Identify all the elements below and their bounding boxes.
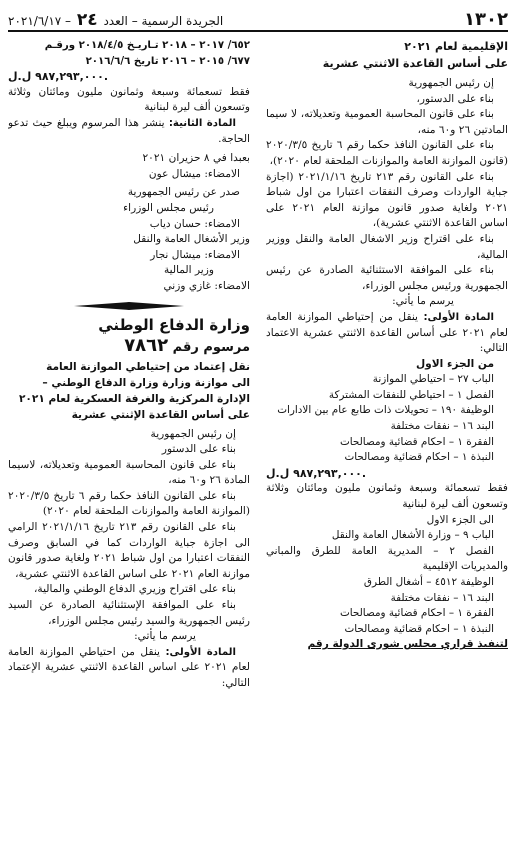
decree-title-line-1: الإقليمية لعام ٢٠٢١ bbox=[404, 40, 508, 53]
intro-line: بناء على قانون المحاسبة العمومية وتعديلاته، لا سيما المادتين ٢٦ و٦٠ منه، bbox=[266, 108, 508, 136]
from-line: النبذة ١ – احكام قضائية ومصالحات bbox=[344, 451, 494, 464]
decree-heading-line: الإدارة المركزية والغرفة العسكرية لعام ٢٠٢١ bbox=[18, 392, 250, 405]
reference-line-1: ٦٥٢/ ٢٠١٧ – ٢٠١٨ تـاريـخ ٢٠١٨/٤/٥ ورقـم bbox=[44, 40, 250, 51]
president-signature: الامضاء: ميشال عون bbox=[148, 167, 240, 180]
page-number: ١٣٠٢ bbox=[464, 9, 508, 30]
pm-title: رئيس مجلس الوزراء bbox=[123, 201, 214, 214]
article-1 bbox=[266, 310, 508, 357]
intro-line: بناء على اقتراح وزير الاشغال العامة والنقل ووزير المالية، bbox=[266, 232, 508, 261]
amount-in-words: فقط تسعمائة وسبعة وثمانون مليون ومائتان وثلاثة وتسعون ألف ليرة لبنانية bbox=[266, 482, 508, 511]
from-line: الفقرة ١ – احكام قضائية ومصالحات bbox=[339, 435, 494, 448]
article-label: المادة الأولى: bbox=[165, 646, 236, 658]
intro-line: إن رئيس الجمهورية bbox=[408, 77, 494, 89]
article-text: ينقل من احتياطي الموازنة العامة لعام ٢٠٢١ على اساس القاعدة الاثنتي عشرية الإعتماد التالي: bbox=[8, 645, 250, 689]
intro-line: بناء على الموافقة الإستثنائية الصادرة عن السيد رئيس الجمهورية والسيد رئيس مجلس الوزراء، bbox=[8, 599, 250, 627]
from-line: الباب ٢٧ – احتياطي الموازنة bbox=[372, 373, 494, 386]
from-line: الفصل ١ – احتياطي للنفقات المشتركة bbox=[328, 388, 494, 401]
reference-line-2: ٦٧٧/ ٢٠١٥ – ٢٠١٦ تاريخ ٢٠١٦/٦/٦ bbox=[85, 55, 250, 67]
pm-signature: الامضاء: حسان دياب bbox=[149, 217, 240, 230]
gazette-name: الجريدة الرسمية – العدد bbox=[103, 14, 224, 28]
intro-line: بناء على الموافقة الاستثنائية الصادرة عن رئيس الجمهورية ورئيس مجلس الوزراء، bbox=[266, 264, 508, 292]
decree-number-line bbox=[8, 335, 250, 359]
to-line: الفصل ٢ – المديرية العامة للطرق والمباني والمديريات الإقليمية bbox=[266, 544, 508, 573]
amount: ٩٨٧,٢٩٣,٠٠٠ ل.ل. bbox=[266, 466, 367, 480]
from-line: البند ١٦ – نفقات مختلفة bbox=[390, 420, 494, 433]
to-line: النبذة ١ – احكام قضائية ومصالحات bbox=[344, 622, 494, 635]
page-columns bbox=[8, 38, 508, 856]
amount-in-words: فقط تسعمائة وسبعة وثمانون مليون ومائتان وثلاثة وتسعون ألف ليرة لبنانية bbox=[8, 85, 250, 114]
intro-line: يرسم ما يأتي: bbox=[392, 295, 454, 308]
finance-minister-title: وزير المالية bbox=[163, 264, 214, 277]
intro-line: بناء على القانون النافذ حكما رقم ٦ تاريخ ٢٠٢٠/٣/٥ (قانون الموازنة العامة والموازنات الملحقة لعام ٢٠٢٠)، bbox=[266, 139, 508, 167]
intro-line: بناء على قانون المحاسبة العمومية وتعديلاته، لاسيما المادة ٢٦ و٦٠ منه، bbox=[8, 458, 250, 487]
finance-minister-signature: الامضاء: غازي وزني bbox=[163, 279, 250, 292]
article-1 bbox=[8, 645, 250, 692]
article-2 bbox=[8, 116, 250, 147]
intro-line: بناء على القانون رقم ٢١٣ تاريخ ٢٠٢١/١/١٦ (اجازة جباية الواردات وصرف النفقات اعتبارا من اول شباط ٢٠٢١ ولغاية صدور قانون موازنة العام ٢٠٢١ على اساس القاعدة الاثنتي عشرية)، bbox=[266, 170, 508, 230]
works-minister-title: وزير الأشغال العامة والنقل bbox=[133, 233, 250, 246]
page-header bbox=[8, 4, 508, 32]
intro-line: يرسم ما يأتي: bbox=[134, 630, 196, 643]
issue-info bbox=[8, 10, 223, 30]
to-line: الباب ٩ – وزارة الأشغال العامة والنقل bbox=[331, 529, 494, 542]
divider-ornament bbox=[74, 302, 184, 310]
left-column bbox=[8, 38, 250, 856]
decree-heading-line: على أساس القاعدة الإثنتي عشرية bbox=[71, 408, 250, 421]
article-label: المادة الأولى: bbox=[423, 311, 494, 323]
intro-line: إن رئيس الجمهورية bbox=[150, 427, 236, 440]
right-column bbox=[266, 38, 508, 856]
to-line: البند ١٦ – نفقات مختلفة bbox=[390, 591, 494, 604]
signed-place-date: بعبدا في ٨ حزيران ٢٠٢١ bbox=[142, 152, 250, 165]
decree-title-line-2: على أساس القاعدة الاثنتي عشرية bbox=[322, 57, 508, 70]
to-part-heading: الى الجزء الاول bbox=[426, 513, 494, 526]
decree-heading-line: الى موازنة وزارة وزارة الدفاع الوطني – bbox=[42, 376, 250, 389]
continuation-line: لتنفيذ قراري مجلس شورى الدولة رقم bbox=[307, 638, 508, 651]
decree-label: مرسوم رقم bbox=[172, 339, 250, 355]
amount: ٩٨٧,٢٩٣,٠٠٠ ل.ل. bbox=[8, 70, 109, 84]
issued-by: صدر عن رئيس الجمهورية bbox=[127, 186, 240, 199]
works-minister-signature: الامضاء: ميشال نجار bbox=[150, 248, 240, 261]
article-text: ينشر هذا المرسوم ويبلغ حيث تدعو الحاجة. bbox=[8, 116, 250, 145]
from-part-heading: من الجزء الاول bbox=[415, 357, 494, 370]
to-line: الوظيفة ٤٥١٢ – أشغال الطرق bbox=[363, 576, 494, 588]
intro-line: بناء على القانون رقم ٢١٣ تاريخ ٢٠٢١/١/١٦ الرامي الى اجازة جباية الواردات كما في السابق وصرف النفقات اعتبارا من اول شباط ٢٠٢١ ولغاية صدور قانون موازنة العام ٢٠٢١ على اساس القاعدة الاثنتي عشرية، bbox=[8, 521, 250, 580]
section-divider bbox=[8, 299, 250, 313]
intro-line: بناء على الدستور bbox=[161, 443, 236, 456]
from-line: الوظيفة ١٩٠ – تحويلات ذات طابع عام بين الادارات bbox=[277, 404, 494, 417]
article-text: ينقل من إحتياطي الموازنة العامة لعام ٢٠٢١ على أساس القاعدة الاثنتي عشرية الاعتماد التالي: bbox=[266, 310, 508, 355]
intro-line: بناء على الدستور، bbox=[416, 92, 494, 105]
issue-number: ٢٤ bbox=[76, 10, 98, 30]
intro-line: بناء على القانون النافذ حكما رقم ٦ تاريخ ٢٠٢٠/٣/٥ (الموازنة العامة والموازنات الملحقة لعام ٢٠٢٠) bbox=[8, 489, 250, 518]
decree-heading-line: نقل إعتماد من إحتياطي الموازنة العامة bbox=[46, 360, 250, 373]
article-label: المادة الثانية: bbox=[168, 117, 236, 129]
issue-date: – ٢٠٢١/٦/١٧ bbox=[8, 14, 72, 28]
to-line: الفقرة ١ – احكام قضائية ومصالحات bbox=[339, 607, 494, 620]
ministry-title: وزارة الدفاع الوطني bbox=[98, 315, 250, 334]
intro-line: بناء على اقتراح وزيري الدفاع الوطني والمالية، bbox=[34, 583, 236, 596]
decree-number: ٧٨٦٢ bbox=[124, 334, 169, 356]
